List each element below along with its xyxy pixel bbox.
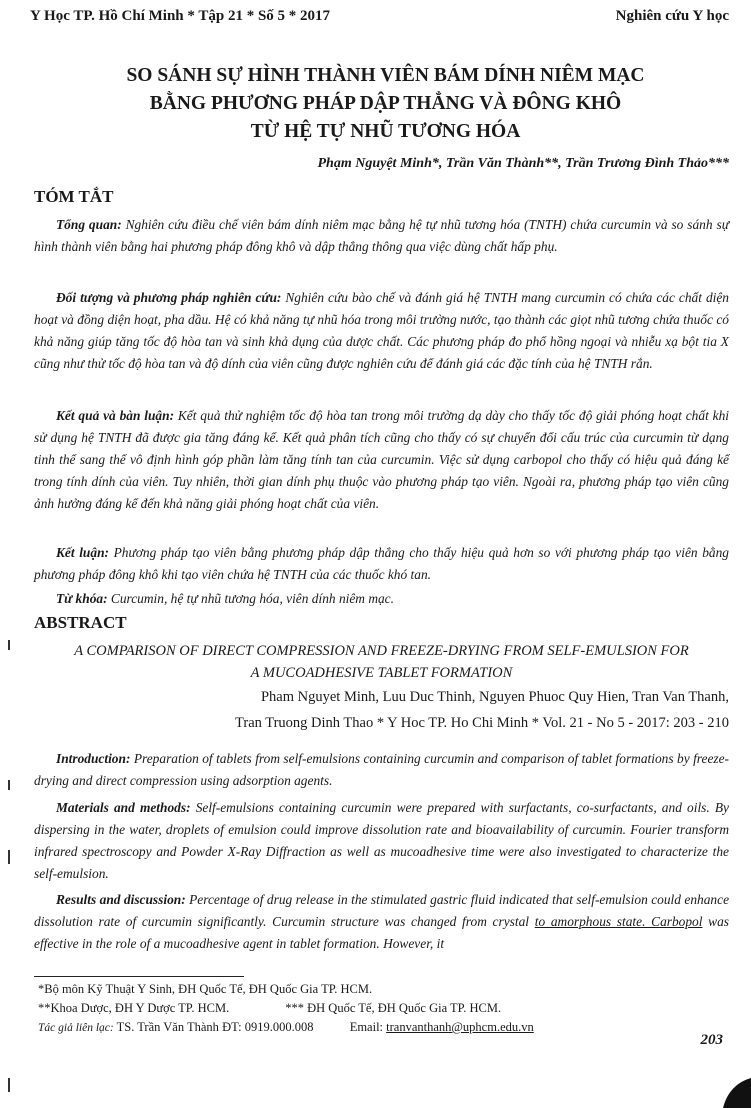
- email-label: Email:: [349, 1020, 384, 1034]
- para-text: was effective in the role of a mucoadhesive agent in tablet formation. However, it: [34, 914, 730, 951]
- footnote-affiliation-3: *** ĐH Quốc Tế, ĐH Quốc Gia TP. HCM.: [285, 1001, 502, 1015]
- para-lead: Results and discussion:: [56, 892, 186, 907]
- contact-name: TS. Trần Văn Thành: [113, 1020, 219, 1034]
- title-line: TỪ HỆ TỰ NHŨ TƯƠNG HÓA: [250, 121, 521, 142]
- abstract-introduction: [34, 748, 729, 792]
- abstract-methods: [34, 797, 729, 885]
- underlined-text: to amorphous state. Carbopol: [534, 914, 703, 929]
- para-text: Kết quả thử nghiệm tốc độ hòa tan trong môi trường dạ dày cho thấy tốc độ giải phóng hoạt chất khi sử dụng hệ TNTH đã được gia tăng đáng kể. Kết quả phân tích cũng cho thấy có sự chuyển đổi cấu trúc của curcumin từ dạng tinh thể sang thể vô định hình góp phần làm tăng tính tan của curcumin. Việc sử dụng carbopol cho thấy có hiệu quả đáng kể trong tính dính của viên. Tuy nhiên, thời gian dính phụ thuộc vào phương pháp tạo viên. Ngoài ra, phương pháp tạo viên cũng ảnh hưởng đáng kể đến khả năng giải phóng hoạt chất của viên.: [34, 408, 729, 511]
- abstract-heading: ABSTRACT: [34, 613, 127, 632]
- margin-mark: [8, 780, 10, 790]
- abstract-results: [34, 889, 729, 955]
- abstract-citation-line: Tran Truong Dinh Thao * Y Hoc TP. Ho Chi Minh * Vol. 21 - No 5 - 2017: 203 - 210: [235, 715, 729, 731]
- running-header: [30, 8, 729, 28]
- page-number: 203: [700, 1032, 723, 1048]
- page-corner-decoration: [715, 1072, 751, 1108]
- para-lead: Kết quả và bàn luận:: [56, 408, 175, 423]
- tom-tat-methods: [34, 287, 729, 375]
- title-line: SO SÁNH SỰ HÌNH THÀNH VIÊN BÁM DÍNH NIÊM MẠC: [126, 65, 645, 86]
- para-lead: Materials and methods:: [56, 800, 191, 815]
- para-lead: Introduction:: [56, 751, 131, 766]
- phone-label: ĐT:: [222, 1020, 242, 1034]
- footnote-divider: [34, 976, 244, 977]
- para-lead: Từ khóa:: [56, 591, 108, 606]
- phone-number: 0919.000.008: [241, 1020, 314, 1034]
- para-text: Nghiên cứu điều chế viên bám dính niêm mạc bằng hệ tự nhũ tương hóa (TNTH) chứa curcumin và so sánh sự hình thành viên bằng hai phương pháp đông khô và dập thẳng thông qua việc dùng chất hấp phụ.: [34, 217, 729, 254]
- para-text: Self-emulsions containing curcumin were prepared with surfactants, co-surfactants, and oils. By dispersing in the water, droplets of emulsion could improve dissolution rate and bioavailability of curcumin. Fourier transform infrared spectroscopy and Powder X-Ray Diffraction as well as mucoadhesive time were also investigated to characterize the self-emulsion.: [34, 800, 729, 881]
- abstract-title: [34, 640, 729, 684]
- para-text: Phương pháp tạo viên bằng phương pháp dập thẳng cho thấy hiệu quả hơn so với phương pháp tạo viên bằng phương pháp đông khô khi tạo viên chứa hệ TNTH của các thuốc khó tan.: [34, 545, 729, 582]
- footnote-affiliation-1: *Bộ môn Kỹ Thuật Y Sinh, ĐH Quốc Tế, ĐH Quốc Gia TP. HCM.: [38, 982, 373, 996]
- para-text: Percentage of drug release in the stimulated gastric fluid indicated that self-emulsion could enhance dissolution rate of curcumin significantly. Curcumin structure was changed from crystal: [34, 892, 730, 929]
- abstract-author-line: Pham Nguyet Minh, Luu Duc Thinh, Nguyen Phuoc Quy Hien, Tran Van Thanh,: [260, 689, 729, 705]
- authors-vi: Phạm Nguyệt Minh*, Trần Văn Thành**, Trần Trương Đình Thảo***: [317, 156, 729, 171]
- para-text: Preparation of tablets from self-emulsions containing curcumin and comparison of tablet formations by freeze-drying and direct compression using adsorption agents.: [34, 751, 729, 788]
- para-text: Curcumin, hệ tự nhũ tương hóa, viên dính niêm mạc.: [107, 591, 394, 606]
- email-link[interactable]: tranvanthanh@uphcm.edu.vn: [386, 1020, 534, 1034]
- article-title: [60, 62, 711, 146]
- para-text: Nghiên cứu bào chế và đánh giá hệ TNTH mang curcumin có chứa các chất diện hoạt và đồng diện hoạt, pha dầu. Hệ có khả năng tự nhũ hóa trong môi trường nước, tạo thành các giọt nhũ tương chứa thuốc có khả năng giúp tăng tốc độ hòa tan và sinh khả dụng của dược chất. Các phương pháp đo phổ hồng ngoại và nhiễu xạ bột tia X cũng như thử tốc độ hòa tan và độ dính của viên cũng được nghiên cứu để đánh giá các đặc tính của hệ TNTH rắn.: [34, 290, 729, 371]
- tom-tat-conclusion: [34, 542, 729, 586]
- tom-tat-keywords: [34, 588, 729, 610]
- footnote-affiliation-2: **Khoa Dược, ĐH Y Dược TP. HCM.: [38, 1001, 230, 1015]
- margin-mark: [8, 640, 10, 650]
- footnotes: [38, 980, 729, 1038]
- contact-lead: Tác giả liên lạc:: [38, 1022, 114, 1034]
- title-line: BẰNG PHƯƠNG PHÁP DẬP THẲNG VÀ ĐÔNG KHÔ: [149, 93, 622, 114]
- abstract-title-line: A MUCOADHESIVE TABLET FORMATION: [250, 665, 513, 681]
- footnote-contact: [38, 1018, 729, 1038]
- margin-mark: [8, 850, 10, 864]
- para-lead: Đối tượng và phương pháp nghiên cứu:: [56, 290, 282, 305]
- tom-tat-tong-quan: [34, 214, 729, 258]
- journal-info: Y Học TP. Hồ Chí Minh * Tập 21 * Số 5 * 2017: [30, 8, 331, 24]
- tom-tat-results: [34, 405, 729, 515]
- margin-mark: [8, 1078, 10, 1092]
- para-lead: Kết luận:: [56, 545, 109, 560]
- abstract-title-line: A COMPARISON OF DIRECT COMPRESSION AND FREEZE-DRYING FROM SELF-EMULSION FOR: [74, 643, 689, 659]
- tom-tat-heading: TÓM TẮT: [34, 187, 114, 206]
- abstract-authors: [235, 686, 729, 734]
- section-label: Nghiên cứu Y học: [615, 8, 729, 24]
- para-lead: Tổng quan:: [56, 217, 122, 232]
